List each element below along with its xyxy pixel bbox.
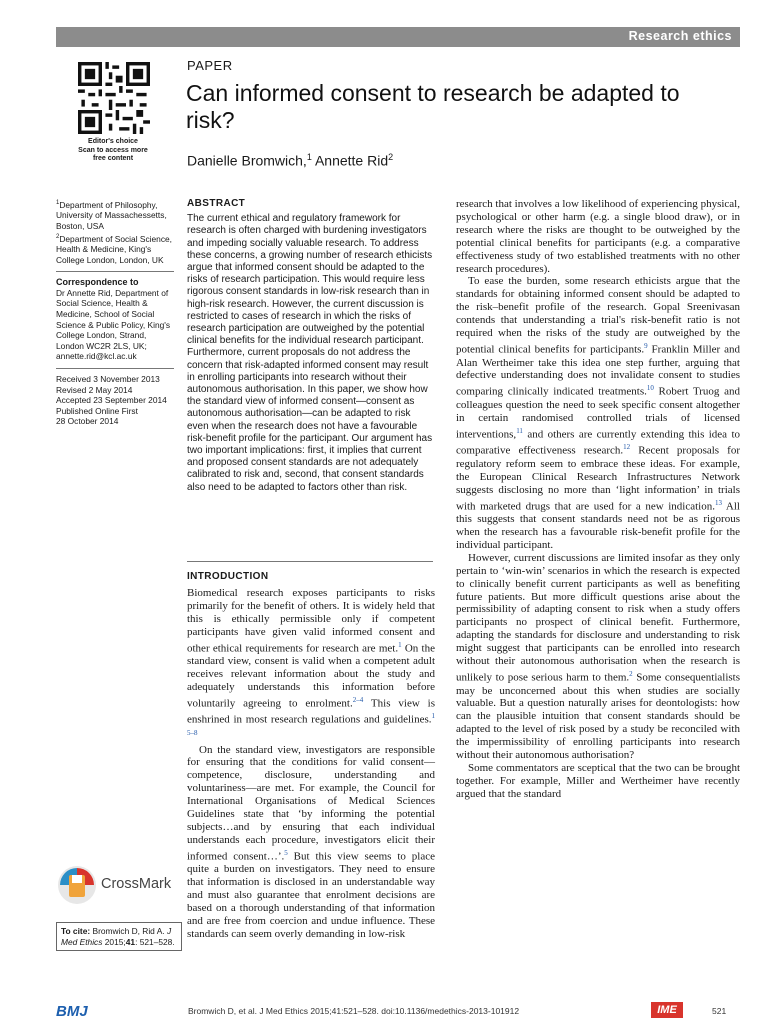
correspondence-heading: Correspondence to [56, 277, 139, 288]
reference-link[interactable]: 11 [516, 426, 523, 435]
bmj-logo[interactable]: BMJ [56, 1003, 88, 1020]
author-1[interactable]: Danielle Bromwich, [187, 152, 307, 169]
page-number: 521 [712, 1006, 727, 1016]
date-accepted: Accepted 23 September 2014 [56, 395, 167, 406]
article-type: PAPER [187, 58, 233, 73]
divider [56, 271, 174, 272]
author-1-affiliation: 1 [306, 152, 312, 162]
reference-link[interactable]: 1 [398, 640, 402, 649]
paragraph: To ease the burden, some research ethicists argue that the standards for obtaining informed consent should be adapted to the risk–benefit profile of the research. Gopal Sreenivasan contends that understanding a trial's risk-benefit ratio is not required when the risks of the study are outweighed by the potential clinical benefits for participants.$^9$ Franklin Miller and Alan Wertheimer take this idea one step further, arguing that defective understanding does not invalidate consent to studies comparing clinically indicated treatments.$^{10}$ Robert Truog and colleagues question the need to seek specific consent altogether in certain randomised controlled trials of licensed interventions,$^{11}$ and others are currently extending this idea to comparative effectiveness research.$^{12}$ Recent proposals for regulatory reform seem to embrace these ideas. For example, the European Clinical Research Infrastructures Network suggests disclosing no more than ‘light information’ in trials with marketed drugs that are used for a new indication.$^{13}$ All this suggests that consent standards need not be as rigorous when the research has a favourable risk-benefit profile for the individual participant. [456, 275, 741, 551]
reference-link[interactable]: 1 5–8 [187, 712, 435, 737]
abstract [187, 198, 433, 494]
qr-caption: Editor's choice Scan to access more free content [78, 138, 148, 162]
author-2[interactable]: Annette Rid [311, 152, 389, 169]
date-received: Received 3 November 2013 [56, 373, 160, 384]
reference-link[interactable]: 2–4 [352, 695, 364, 704]
abstract-heading: ABSTRACT [187, 198, 246, 209]
paragraph: On the standard view, investigators are responsible for ensuring that the conditions for valid consent—competence, disclosure, understanding and voluntariness—are met. For example, the Council for International Organisations of Medical Sciences Guidelines state that ‘by informing the potential subjects…and by ensuring that each individual understands each procedure, investigators elicit their informed consent…’.$^5$ But this view seems to place quite a burden on investigators. They need to ensure that information is disclosed in an understandable way and must also guarantee that enrolment decisions are based on a thorough understanding of that information and are free from coercion and undue influence. These standards can seem overly demanding in low-risk [187, 743, 435, 940]
affiliation: $^1$Department of Philosophy, University of Massachessetts, Boston, USA [56, 199, 167, 231]
crossmark-label[interactable]: CrossMark [101, 876, 172, 892]
citation-box: To cite: Bromwich D, Rid A. J Med Ethics 2015;41: 521–528. [56, 922, 182, 951]
paragraph: research that involves a low likelihood of experiencing physical, psychological or other harm (e.g. a single blood draw), or in research where the risks are thought to be outweighed by the potential clinical benefits for participants (e.g. a comparative effectiveness study of two established treatments with no other research procedures). [456, 198, 740, 275]
author-2-affiliation: 2 [388, 152, 394, 162]
article-sidebar [56, 198, 174, 427]
body-column-right [456, 198, 740, 801]
introduction-heading: INTRODUCTION [187, 571, 269, 582]
reference-link[interactable]: 13 [714, 498, 722, 507]
qr-code-icon[interactable] [78, 62, 150, 134]
section-label: Research ethics [628, 29, 732, 43]
introduction-section [187, 571, 435, 941]
author-list [187, 152, 393, 169]
reference-link[interactable]: 5 [284, 848, 288, 857]
reference-link[interactable]: 12 [623, 443, 631, 452]
reference-link[interactable]: 2 [629, 670, 633, 678]
date-published-label: Published Online First [56, 405, 138, 416]
paragraph: Some commentators are sceptical that the two can be brought together. For example, Miller and Wertheimer have recently argued that the standard [456, 762, 740, 800]
section-header-bar [56, 27, 740, 47]
paragraph: However, current discussions are limited insofar as they only pertain to ‘win-win’ scenarios in which the research is expected to clinically benefit current participants as well as benefiting future patients. But more difficult questions arise about the permissibility of adapting consent to risk when a study offers participants no prospect of clinical benefit. Furthermore, adapting the standards for disclosure and understanding to risk might suggest that participants can be enrolled into research without their autonomous authorisation when the research is unlikely to pose serious harm to them.$^2$ Some consequentialists may be unconcerned about this when studies are socially valuable. But a question naturally arises for deontologists: how can the plausible intuition that consent standards should be adapted to the level of risk posed by a study be reconciled with the impermissibility of enrolling participants into research without their autonomous authorisation? [456, 551, 740, 762]
date-published: 28 October 2014 [56, 416, 119, 427]
abstract-divider [187, 561, 433, 562]
reference-link[interactable]: 10 [646, 384, 654, 393]
date-revised: Revised 2 May 2014 [56, 384, 133, 395]
paragraph: Biomedical research exposes participants to risks primarily for the benefit of others. It is widely held that this is ethically permissible only if competent participants have given valid informed consent and other ethical requirements for research are met.$^1$ On the standard view, consent is valid when a competent adult receives relevant information about the study and adequately understands this information before voluntarily agreeing to enrolment.$^{2-4}$ This view is enshrined in most research regulations and guidelines.$^{1 5-8}$ [187, 586, 435, 737]
ime-logo: IME [651, 1002, 683, 1018]
reference-link[interactable]: 9 [644, 341, 648, 350]
article-title: Can informed consent to research be adapted to risk? [186, 80, 680, 133]
correspondence-text[interactable]: Dr Annette Rid, Department of Social Science, Health & Medicine, School of Social Science & Public Policy, King's College London, Strand, London WC2R 2LS, UK; annette.rid@kcl.ac.uk [56, 287, 171, 362]
footer-citation: Bromwich D, et al. J Med Ethics 2015;41:521–528. doi:10.1136/medethics-2013-101912 [188, 1006, 520, 1016]
abstract-text: The current ethical and regulatory framework for research is often charged with burdening investigators and impeding socially valuable research. To address these concerns, a growing number of research ethicists argue that informed consent should be adapted to the risks of research participation. This would require less rigorous consent standards in low-risk research than in high-risk research. However, the current discussion is restricted to cases of research in which the risks of research participation are outweighed by the potential clinical benefits for the individual research participant. Furthermore, current proposals do not address the concern that risk-adapted informed consent may result in enrolling participants into research without their autonomous authorisation. In this paper, we show how the standard view of informed consent—consent as autonomous authorisation—can be adapted to risk even when the research does not have a favourable risk-benefit profile for the participant. Our argument has two important implications: first, it implies that current and proposed consent standards are not adequately calibrated to risk and, second, that consent standards also need to be adapted to factors other than risk. [187, 213, 433, 493]
divider [56, 368, 174, 369]
affiliation: $^2$Department of Social Science, Health & Medicine, King's College London, London, UK [56, 233, 172, 265]
